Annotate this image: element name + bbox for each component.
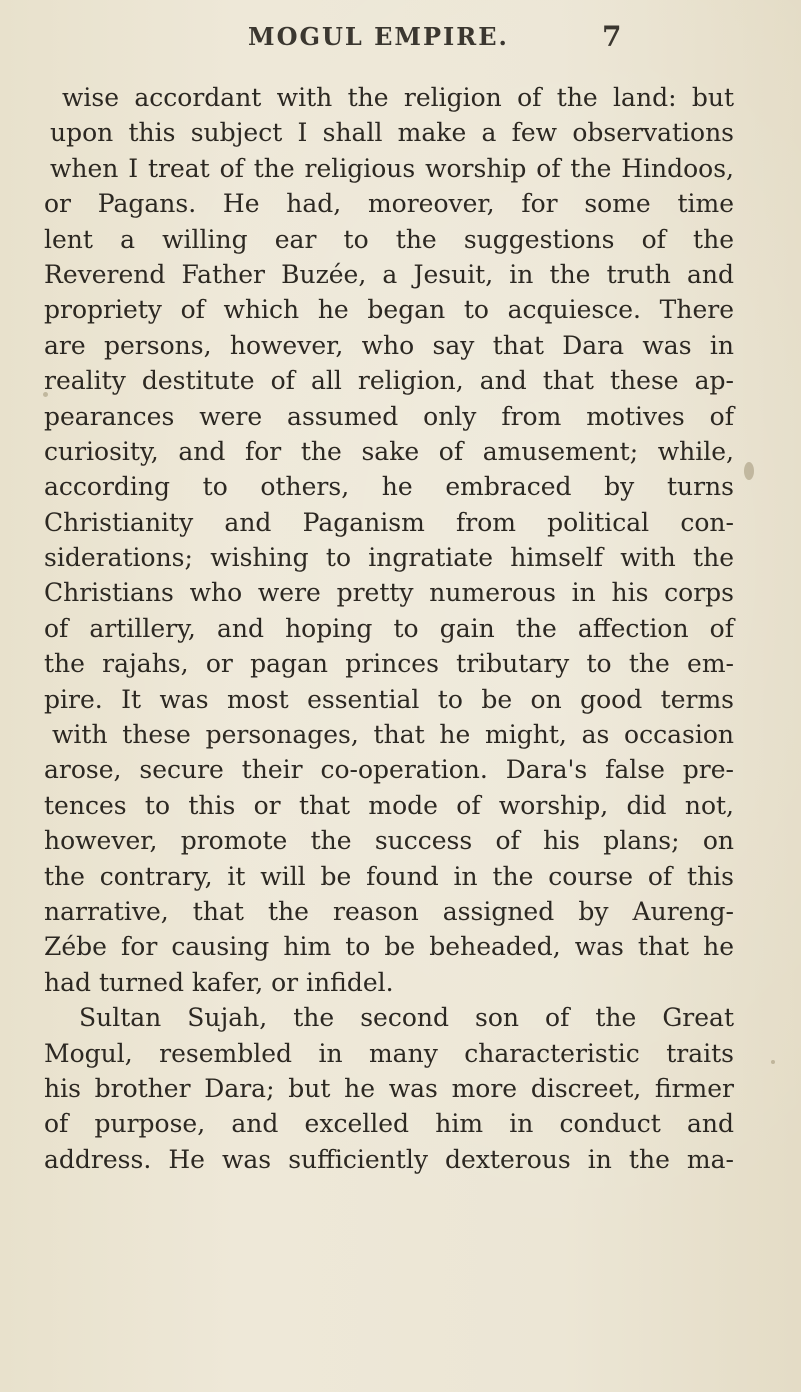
- text-line: lent a willing ear to the suggestions of the: [44, 224, 734, 254]
- text-line: upon this subject I shall make a few observations: [50, 118, 734, 148]
- text-line: are persons, however, who say that Dara was in: [44, 330, 734, 360]
- paper-speck: [771, 1060, 775, 1064]
- text-line: the contrary, it will be found in the course of this: [44, 861, 734, 891]
- text-line: Christians who were pretty numerous in his corps: [44, 578, 734, 608]
- text-line: tences to this or that mode of worship, did not,: [44, 790, 734, 820]
- text-line: the rajahs, or pagan princes tributary to the em-: [44, 649, 734, 679]
- body-text: [44, 80, 734, 1177]
- text-line: of artillery, and hoping to gain the affection of: [44, 613, 734, 643]
- text-line: address. He was sufficiently dexterous in the ma-: [44, 1144, 734, 1174]
- text-line: Mogul, resembled in many characteristic traits: [44, 1038, 734, 1068]
- text-line: with these personages, that he might, as occasion: [52, 720, 734, 750]
- text-line: arose, secure their co-operation. Dara's false pre-: [44, 755, 734, 785]
- text-line: his brother Dara; but he was more discreet, firmer: [44, 1073, 734, 1103]
- text-line: Christianity and Paganism from political con-: [44, 507, 734, 537]
- text-line: however, promote the success of his plans; on: [44, 826, 734, 856]
- text-line: Reverend Father Buzée, a Jesuit, in the truth and: [44, 259, 734, 289]
- text-line: wise accordant with the religion of the land: but: [62, 83, 734, 112]
- running-title: MOGUL EMPIRE.: [248, 22, 509, 51]
- text-line: propriety of which he began to acquiesce. There: [44, 295, 734, 325]
- text-line: pearances were assumed only from motives of: [44, 401, 734, 431]
- text-line: according to others, he embraced by turns: [44, 472, 734, 502]
- text-line: when I treat of the religious worship of the Hindoos,: [50, 153, 734, 183]
- text-line: had turned kafer, or infidel.: [44, 967, 394, 997]
- text-line: Sultan Sujah, the second son of the Great: [79, 1003, 734, 1033]
- text-line: narrative, that the reason assigned by Aureng-: [44, 896, 734, 926]
- text-line: curiosity, and for the sake of amusement; while,: [44, 436, 734, 466]
- text-line: or Pagans. He had, moreover, for some time: [44, 189, 734, 219]
- text-line: siderations; wishing to ingratiate himself with the: [44, 543, 734, 573]
- text-line: Zébe for causing him to be beheaded, was that he: [44, 932, 734, 962]
- paper-speck: [43, 392, 48, 397]
- text-line: pire. It was most essential to be on good terms: [44, 684, 734, 714]
- running-head: [0, 22, 801, 62]
- page-number: 7: [602, 20, 622, 53]
- paper-speck: [744, 462, 754, 480]
- text-line: of purpose, and excelled him in conduct and: [44, 1109, 734, 1139]
- text-line: reality destitute of all religion, and that these ap-: [44, 366, 734, 396]
